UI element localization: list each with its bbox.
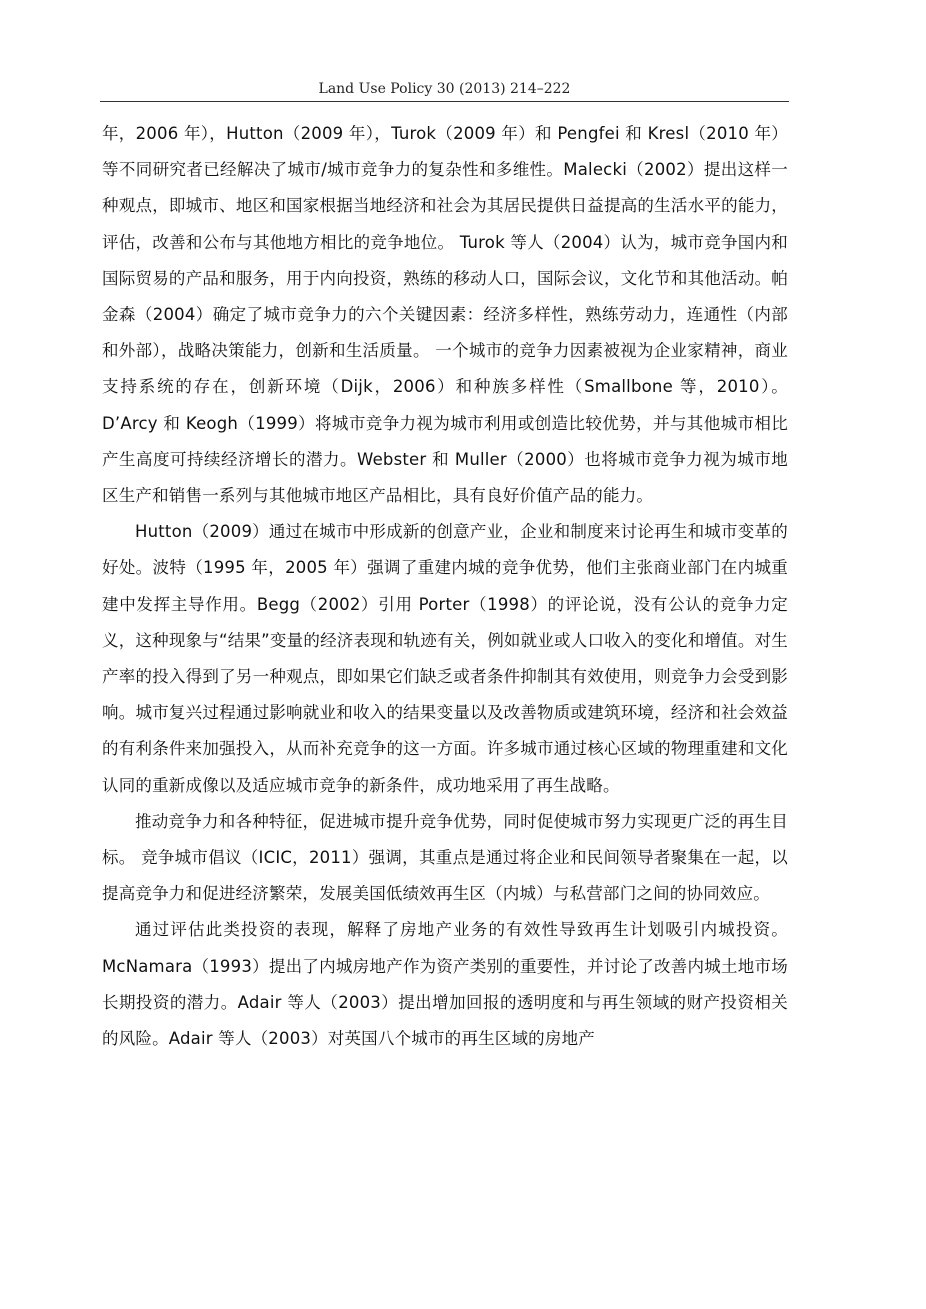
body-paragraph: 推动竞争力和各种特征，促进城市提升竞争优势，同时促使城市努力实现更广泛的再生目标。 竞争城市倡议（ICIC，2011）强调，其重点是通过将企业和民间领导者聚集在一起，以提高竞争力和促进经济繁荣，发展美国低绩效再生区（内城）与私营部门之间的协同效应。 <box>102 811 788 904</box>
body-paragraph: 年，2006 年），Hutton（2009 年），Turok（2009 年）和 Pengfei 和 Kresl（2010 年）等不同研究者已经解决了城市/城市竞争力的复杂性和多维性。Malecki（2002）提出这样一种观点，即城市、地区和国家根据当地经济和社会为其居民提供日益提高的生活水平的能力，评估，改善和公布与其他地方相比的竞争地位。 Turok 等人（2004）认为，城市竞争国内和国际贸易的产品和服务，用于内向投资，熟练的移动人口，国际会议，文化节和其他活动。帕金森（2004）确定了城市竞争力的六个关键因素：经济多样性，熟练劳动力，连通性（内部和外部），战略决策能力，创新和生活质量。 一个城市的竞争力因素被视为企业家精神，商业支持系统的存在，创新环境（Dijk，2006）和种族多样性（Smallbone 等，2010）。D’Arcy 和 Keogh（1999）将城市竞争力视为城市利用或创造比较优势，并与其他城市相比产生高度可持续经济增长的潜力。Webster 和 Muller（2000）也将城市竞争力视为城市地区生产和销售一系列与其他城市地区产品相比，具有良好价值产品的能力。 <box>102 124 788 506</box>
running-header: Land Use Policy 30 (2013) 214–222 <box>318 81 571 97</box>
body-paragraph: Hutton（2009）通过在城市中形成新的创意产业，企业和制度来讨论再生和城市变革的好处。波特（1995 年，2005 年）强调了重建内城的竞争优势，他们主张商业部门在内城重建中发挥主导作用。Begg（2002）引用 Porter（1998）的评论说，没有公认的竞争力定义，这种现象与“结果”变量的经济表现和轨迹有关，例如就业或人口收入的变化和增值。对生产率的投入得到了另一种观点，即如果它们缺乏或者条件抑制其有效使用，则竞争力会受到影响。城市复兴过程通过影响就业和收入的结果变量以及改善物质或建筑环境，经济和社会效益的有利条件来加强投入，从而补充竞争的这一方面。许多城市通过核心区域的物理重建和文化认同的重新成像以及适应城市竞争的新条件，成功地采用了再生战略。 <box>102 522 788 795</box>
body-paragraph: 通过评估此类投资的表现，解释了房地产业务的有效性导致再生计划吸引内城投资。McNamara（1993）提出了内城房地产作为资产类别的重要性，并讨论了改善内城土地市场长期投资的潜力。Adair 等人（2003）提出增加回报的透明度和与再生领域的财产投资相关的风险。Adair 等人（2003）对英国八个城市的再生区域的房地产 <box>102 920 788 1049</box>
header-divider <box>100 101 789 102</box>
article-body <box>102 116 788 1057</box>
